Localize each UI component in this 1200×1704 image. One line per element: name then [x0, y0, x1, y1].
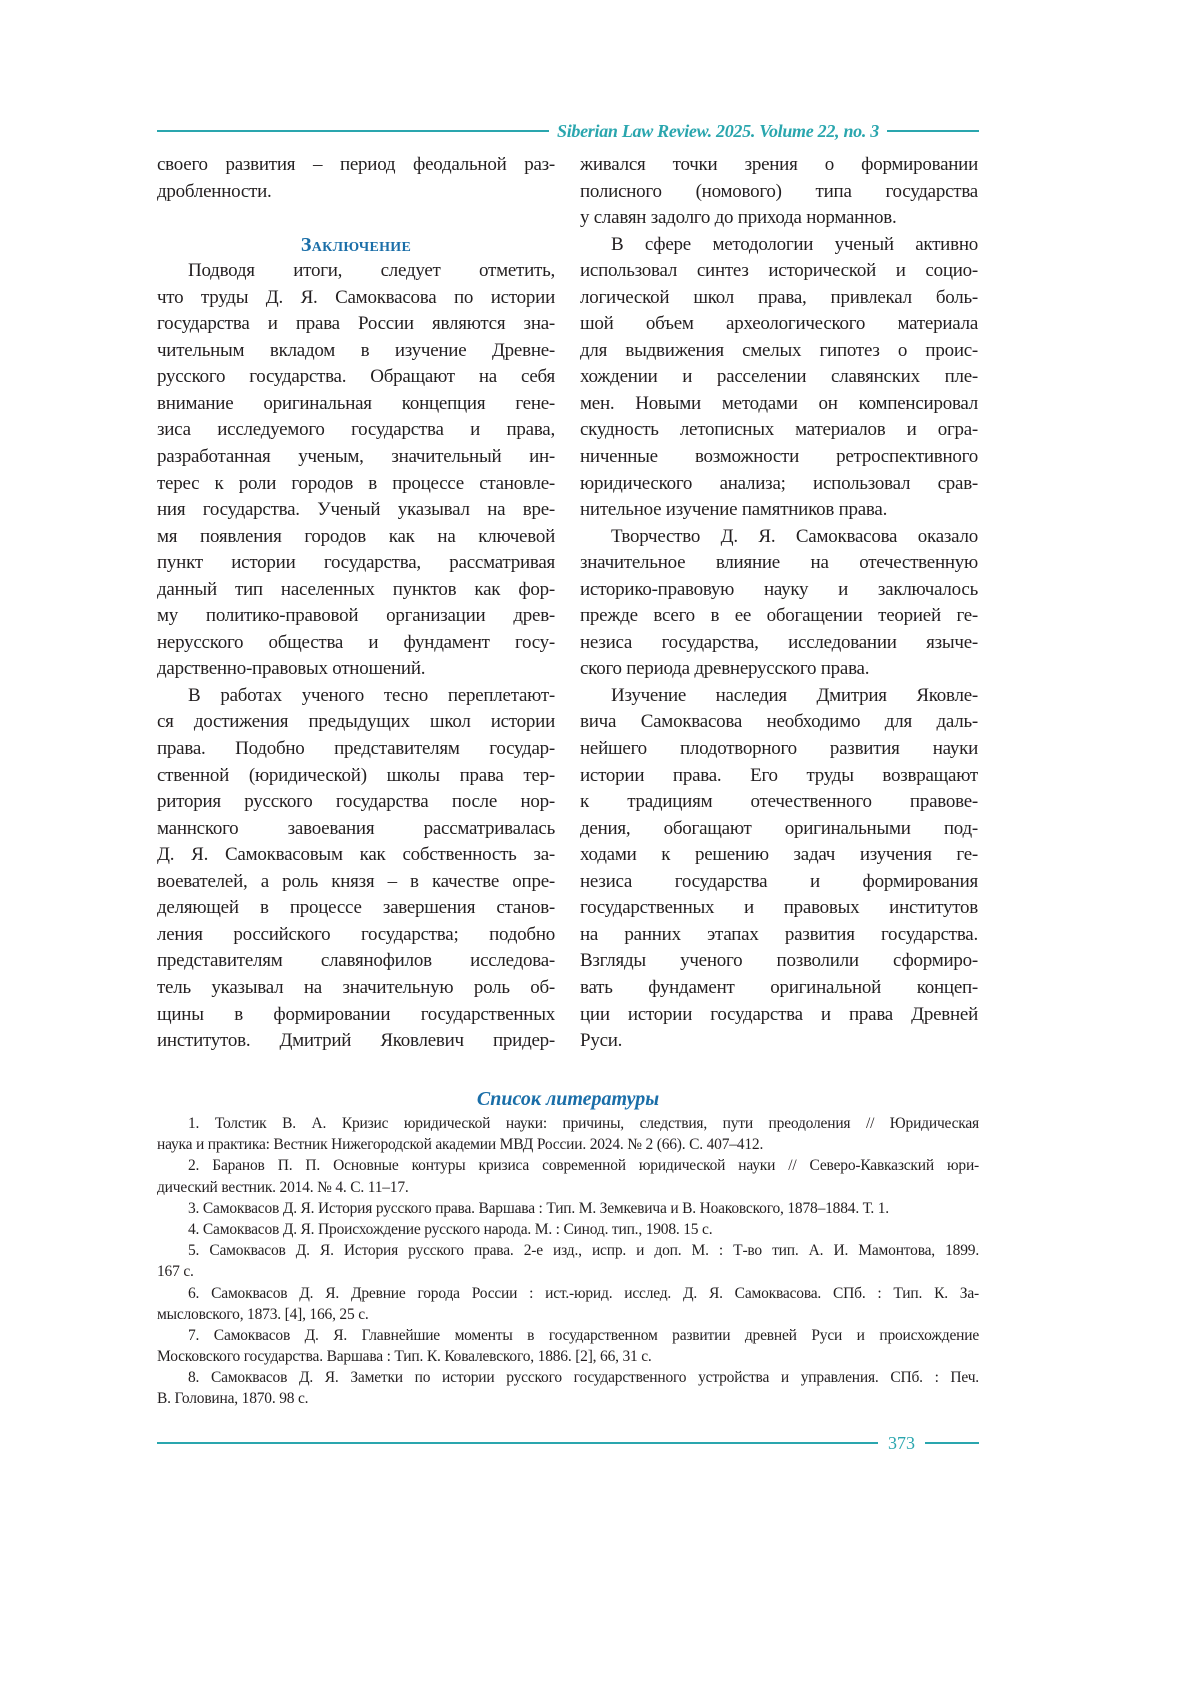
reference-line: дический вестник. 2014. № 4. С. 11–17.: [157, 1177, 979, 1198]
reference-item: [157, 1219, 979, 1240]
reference-line: наука и практика: Вестник Нижегородской академии МВД России. 2024. № 2 (66). С. 407–412.: [157, 1134, 979, 1155]
text-line: хождении и расселении славянских пле-: [580, 364, 978, 391]
text-line: В сфере методологии ученый активно: [580, 232, 978, 259]
footer-rule: [925, 1442, 979, 1444]
paragraph: [157, 683, 555, 1055]
text-line: историко-правовую науку и заключалось: [580, 577, 978, 604]
text-line: разработанная ученым, значительный ин-: [157, 444, 555, 471]
reference-line: 4. Самоквасов Д. Я. Происхождение русского народа. М. : Синод. тип., 1908. 15 с.: [157, 1219, 979, 1240]
text-line: ции истории государства и права Древней: [580, 1002, 978, 1029]
text-line: данный тип населенных пунктов как фор-: [157, 577, 555, 604]
text-line: государственных и правовых институтов: [580, 895, 978, 922]
section-heading: Заключение: [157, 232, 555, 259]
text-line: представителям славянофилов исследова-: [157, 948, 555, 975]
reference-line: 2. Баранов П. П. Основные контуры кризиса современной юридической науки // Северо-Кавказский юри-: [157, 1155, 979, 1176]
reference-item: [157, 1198, 979, 1219]
text-line: значительное влияние на отечественную: [580, 550, 978, 577]
text-line: воевателей, а роль князя – в качестве опре-: [157, 869, 555, 896]
text-line: щины в формировании государственных: [157, 1002, 555, 1029]
text-line: незиса государства, исследовании языче-: [580, 630, 978, 657]
text-line: истории права. Его труды возвращают: [580, 763, 978, 790]
text-line: шой объем археологического материала: [580, 311, 978, 338]
journal-title: Siberian Law Review. 2025. Volume 22, no. 3: [549, 121, 887, 142]
text-line: Руси.: [580, 1028, 978, 1055]
running-header: [157, 120, 979, 142]
text-line: живался точки зрения о формировании: [580, 152, 978, 179]
text-line: пункт истории государства, рассматривая: [157, 550, 555, 577]
text-line: терес к роли городов в процессе становле-: [157, 471, 555, 498]
page-footer: [157, 1432, 979, 1454]
reference-line: 3. Самоквасов Д. Я. История русского права. Варшава : Тип. М. Земкевича и В. Ноаковского, 1878–1884. Т. 1.: [157, 1198, 979, 1219]
text-line: мен. Новыми методами он компенсировал: [580, 391, 978, 418]
header-rule: [157, 130, 549, 132]
text-line: скудность летописных материалов и огра-: [580, 417, 978, 444]
text-line: ходами к решению задач изучения ге-: [580, 842, 978, 869]
text-line: прежде всего в ее обогащении теорией ге-: [580, 603, 978, 630]
text-line: внимание оригинальная концепция гене-: [157, 391, 555, 418]
text-line: Подводя итоги, следует отметить,: [157, 258, 555, 285]
text-line: ления российского государства; подобно: [157, 922, 555, 949]
reference-line: 6. Самоквасов Д. Я. Древние города России : ист.-юрид. исслед. Д. Я. Самоквасова. СПб. : Тип. К. За-: [157, 1283, 979, 1304]
text-line: использовал синтез исторической и социо-: [580, 258, 978, 285]
right-column: [580, 152, 978, 1055]
text-line: русского государства. Обращают на себя: [157, 364, 555, 391]
paragraph: [157, 258, 555, 683]
reference-line: 7. Самоквасов Д. Я. Главнейшие моменты в государственном развитии древней Руси и происхождение: [157, 1325, 979, 1346]
text-line: вать фундамент оригинальной концеп-: [580, 975, 978, 1002]
text-line: у славян задолго до прихода норманнов.: [580, 205, 978, 232]
text-line: тель указывал на значительную роль об-: [157, 975, 555, 1002]
text-line: институтов. Дмитрий Яковлевич придер-: [157, 1028, 555, 1055]
text-line: Взгляды ученого позволили сформиро-: [580, 948, 978, 975]
paragraph: [580, 232, 978, 524]
references-title: Список литературы: [157, 1088, 979, 1111]
text-line: нерусского общества и фундамент госу-: [157, 630, 555, 657]
text-line: ния государства. Ученый указывал на вре-: [157, 497, 555, 524]
text-line: нейшего плодотворного развития науки: [580, 736, 978, 763]
text-line: для выдвижения смелых гипотез о проис-: [580, 338, 978, 365]
text-line: к традициям отечественного правове-: [580, 789, 978, 816]
paragraph: [580, 152, 978, 232]
text-line: ся достижения предыдущих школ истории: [157, 709, 555, 736]
text-line: дробленности.: [157, 179, 555, 206]
text-line: зиса исследуемого государства и права,: [157, 417, 555, 444]
left-column: [157, 152, 555, 1055]
text-line: чительным вкладом в изучение Древне-: [157, 338, 555, 365]
text-line: юридического анализа; использовал срав-: [580, 471, 978, 498]
text-line: логической школ права, привлекал боль-: [580, 285, 978, 312]
reference-item: [157, 1367, 979, 1409]
text-line: маннского завоевания рассматривалась: [157, 816, 555, 843]
text-line: нительное изучение памятников права.: [580, 497, 978, 524]
text-line: дарственно-правовых отношений.: [157, 656, 555, 683]
footer-rule: [157, 1442, 878, 1444]
text-line: незиса государства и формирования: [580, 869, 978, 896]
header-rule: [887, 130, 979, 132]
reference-item: [157, 1155, 979, 1197]
reference-line: 167 с.: [157, 1261, 979, 1282]
text-line: мя появления городов как на ключевой: [157, 524, 555, 551]
reference-line: Московского государства. Варшава : Тип. К. Ковалевского, 1886. [2], 66, 31 с.: [157, 1346, 979, 1367]
text-line: государства и права России являются зна-: [157, 311, 555, 338]
text-line: Д. Я. Самоквасовым как собственность за-: [157, 842, 555, 869]
references-list: [157, 1113, 979, 1410]
text-line: полисного (номового) типа государства: [580, 179, 978, 206]
text-line: ственной (юридической) школы права тер-: [157, 763, 555, 790]
text-line: права. Подобно представителям государ-: [157, 736, 555, 763]
text-line: ритория русского государства после нор-: [157, 789, 555, 816]
blank-line: [157, 205, 555, 232]
reference-item: [157, 1240, 979, 1282]
text-line: Творчество Д. Я. Самоквасова оказало: [580, 524, 978, 551]
reference-line: 1. Толстик В. А. Кризис юридической науки: причины, следствия, пути преодоления // Юридическая: [157, 1113, 979, 1134]
reference-line: 8. Самоквасов Д. Я. Заметки по истории русского государственного устройства и управления. СПб. : Печ.: [157, 1367, 979, 1388]
text-line: деляющей в процессе завершения станов-: [157, 895, 555, 922]
text-line: В работах ученого тесно переплетают-: [157, 683, 555, 710]
text-line: что труды Д. Я. Самоквасова по истории: [157, 285, 555, 312]
text-line: Изучение наследия Дмитрия Яковле-: [580, 683, 978, 710]
text-line: вича Самоквасова необходимо для даль-: [580, 709, 978, 736]
page-number: 373: [878, 1433, 925, 1454]
paragraph: [580, 683, 978, 1055]
reference-item: [157, 1325, 979, 1367]
text-line: ниченные возможности ретроспективного: [580, 444, 978, 471]
text-line: своего развития – период феодальной раз-: [157, 152, 555, 179]
reference-line: В. Головина, 1870. 98 с.: [157, 1388, 979, 1409]
reference-line: мысловского, 1873. [4], 166, 25 с.: [157, 1304, 979, 1325]
text-line: ского периода древнерусского права.: [580, 656, 978, 683]
reference-item: [157, 1283, 979, 1325]
paragraph: [580, 524, 978, 683]
reference-line: 5. Самоквасов Д. Я. История русского права. 2-е изд., испр. и доп. М. : Т-во тип. А. И. Мамонтова, 1899.: [157, 1240, 979, 1261]
text-line: дения, обогащают оригинальными под-: [580, 816, 978, 843]
paragraph: [157, 152, 555, 205]
text-line: му политико-правовой организации древ-: [157, 603, 555, 630]
text-line: на ранних этапах развития государства.: [580, 922, 978, 949]
reference-item: [157, 1113, 979, 1155]
